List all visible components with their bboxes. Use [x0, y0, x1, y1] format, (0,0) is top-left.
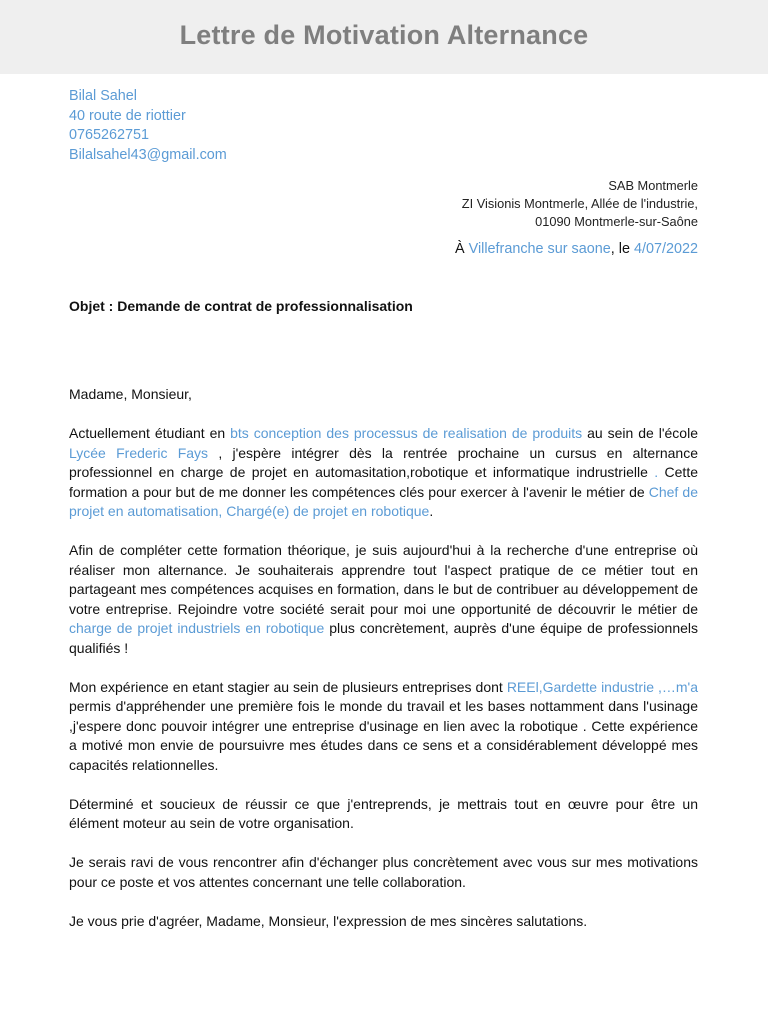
p3-highlight-1: REEl,Gardette industrie ,…m'a [506, 678, 698, 695]
recipient-address-line1: ZI Visionis Montmerle, Allée de l'industrie, [461, 196, 698, 211]
p3-text-1: Mon expérience en etant stagier au sein de plusieurs entreprises dont [69, 678, 507, 695]
p1-highlight-3: . [654, 464, 659, 480]
sender-address: 40 route de riottier [69, 107, 186, 124]
p2-highlight-1: charge de projet industriels en robotique [69, 620, 325, 636]
p1-text-1: Actuellement étudiant en [69, 425, 231, 441]
p1-text-5: . [429, 503, 434, 519]
paragraph-3 [69, 678, 698, 776]
dateline-city: Villefranche sur saone [468, 241, 611, 257]
paragraph-5: Je serais ravi de vous rencontrer afin d'échanger plus concrètement avec vous sur mes motivations pour ce poste et vos attentes concernant une telle collaboration. [69, 854, 698, 890]
dateline-date: 4/07/2022 [633, 241, 698, 257]
dateline-prefix: À [455, 241, 469, 257]
p1-text-2: au sein de l'école [582, 425, 698, 441]
paragraph-1 [69, 424, 698, 522]
p1-text-3: , j'espère intégrer dès la rentrée prochaine un cursus en alternance professionnel en charge de projet en automasitation,robotique et informatique indrustrielle [69, 444, 698, 480]
p1-text-4: Cette formation a pour but de me donner les compétences clés pour exercer à l'avenir le métier de [69, 464, 698, 500]
recipient-address-line2: 01090 Montmerle-sur-Saône [535, 214, 698, 229]
place-date-line [455, 241, 698, 257]
p2-text-2: plus concrètement, auprès d'une équipe de professionnels qualifiés ! [69, 620, 698, 656]
p1-highlight-2: Lycée Frederic Fays [69, 444, 209, 461]
p2-text-1: Afin de compléter cette formation théorique, je suis aujourd'hui à la recherche d'une entreprise où réaliser mon alternance. Je souhaiterais apprendre tout l'aspect pratique de ce métier tout en partageant mes compétences acquises en formation, dans le but de contribuer au développement de votre entreprise. Rejoindre votre société serait pour moi une opportunité de découvrir le métier de [69, 542, 698, 617]
sender-name: Bilal Sahel [69, 88, 137, 104]
sender-phone: 0765262751 [69, 127, 150, 143]
letter-subject: Objet : Demande de contrat de professionnalisation [69, 298, 413, 314]
sender-email: Bilalsahel43@gmail.com [69, 146, 227, 163]
closing-paragraph: Je vous prie d'agréer, Madame, Monsieur, l'expression de mes sincères salutations. [69, 912, 588, 929]
p3-text-2: permis d'appréhender une première fois le monde du travail et les bases nottamment dans l'usinage ,j'espere donc pouvoir intégrer une entreprise d'usinage en lien avec la robotique . Cette expérience a motivé mon envie de poursuivre mes études dans ce sens et a considérablement développé mes capacités relationnelles. [69, 698, 698, 773]
paragraph-4: Déterminé et soucieux de réussir ce que j'entreprends, je mettrais tout en œuvre pour être un élément moteur au sein de votre organisation. [69, 795, 698, 831]
dateline-middle: , le [610, 241, 634, 257]
salutation: Madame, Monsieur, [69, 386, 192, 402]
paragraph-2 [69, 541, 698, 658]
letter-body [69, 385, 698, 951]
recipient-company: SAB Montmerle [608, 178, 698, 193]
recipient-block [462, 177, 698, 231]
p1-highlight-1: bts conception des processus de realisation de produits [230, 425, 583, 441]
p1-highlight-4: Chef de projet en automatisation, Chargé(e) de projet en robotique [69, 483, 698, 519]
sender-block [69, 87, 227, 165]
page-title: Lettre de Motivation Alternance [179, 20, 589, 50]
